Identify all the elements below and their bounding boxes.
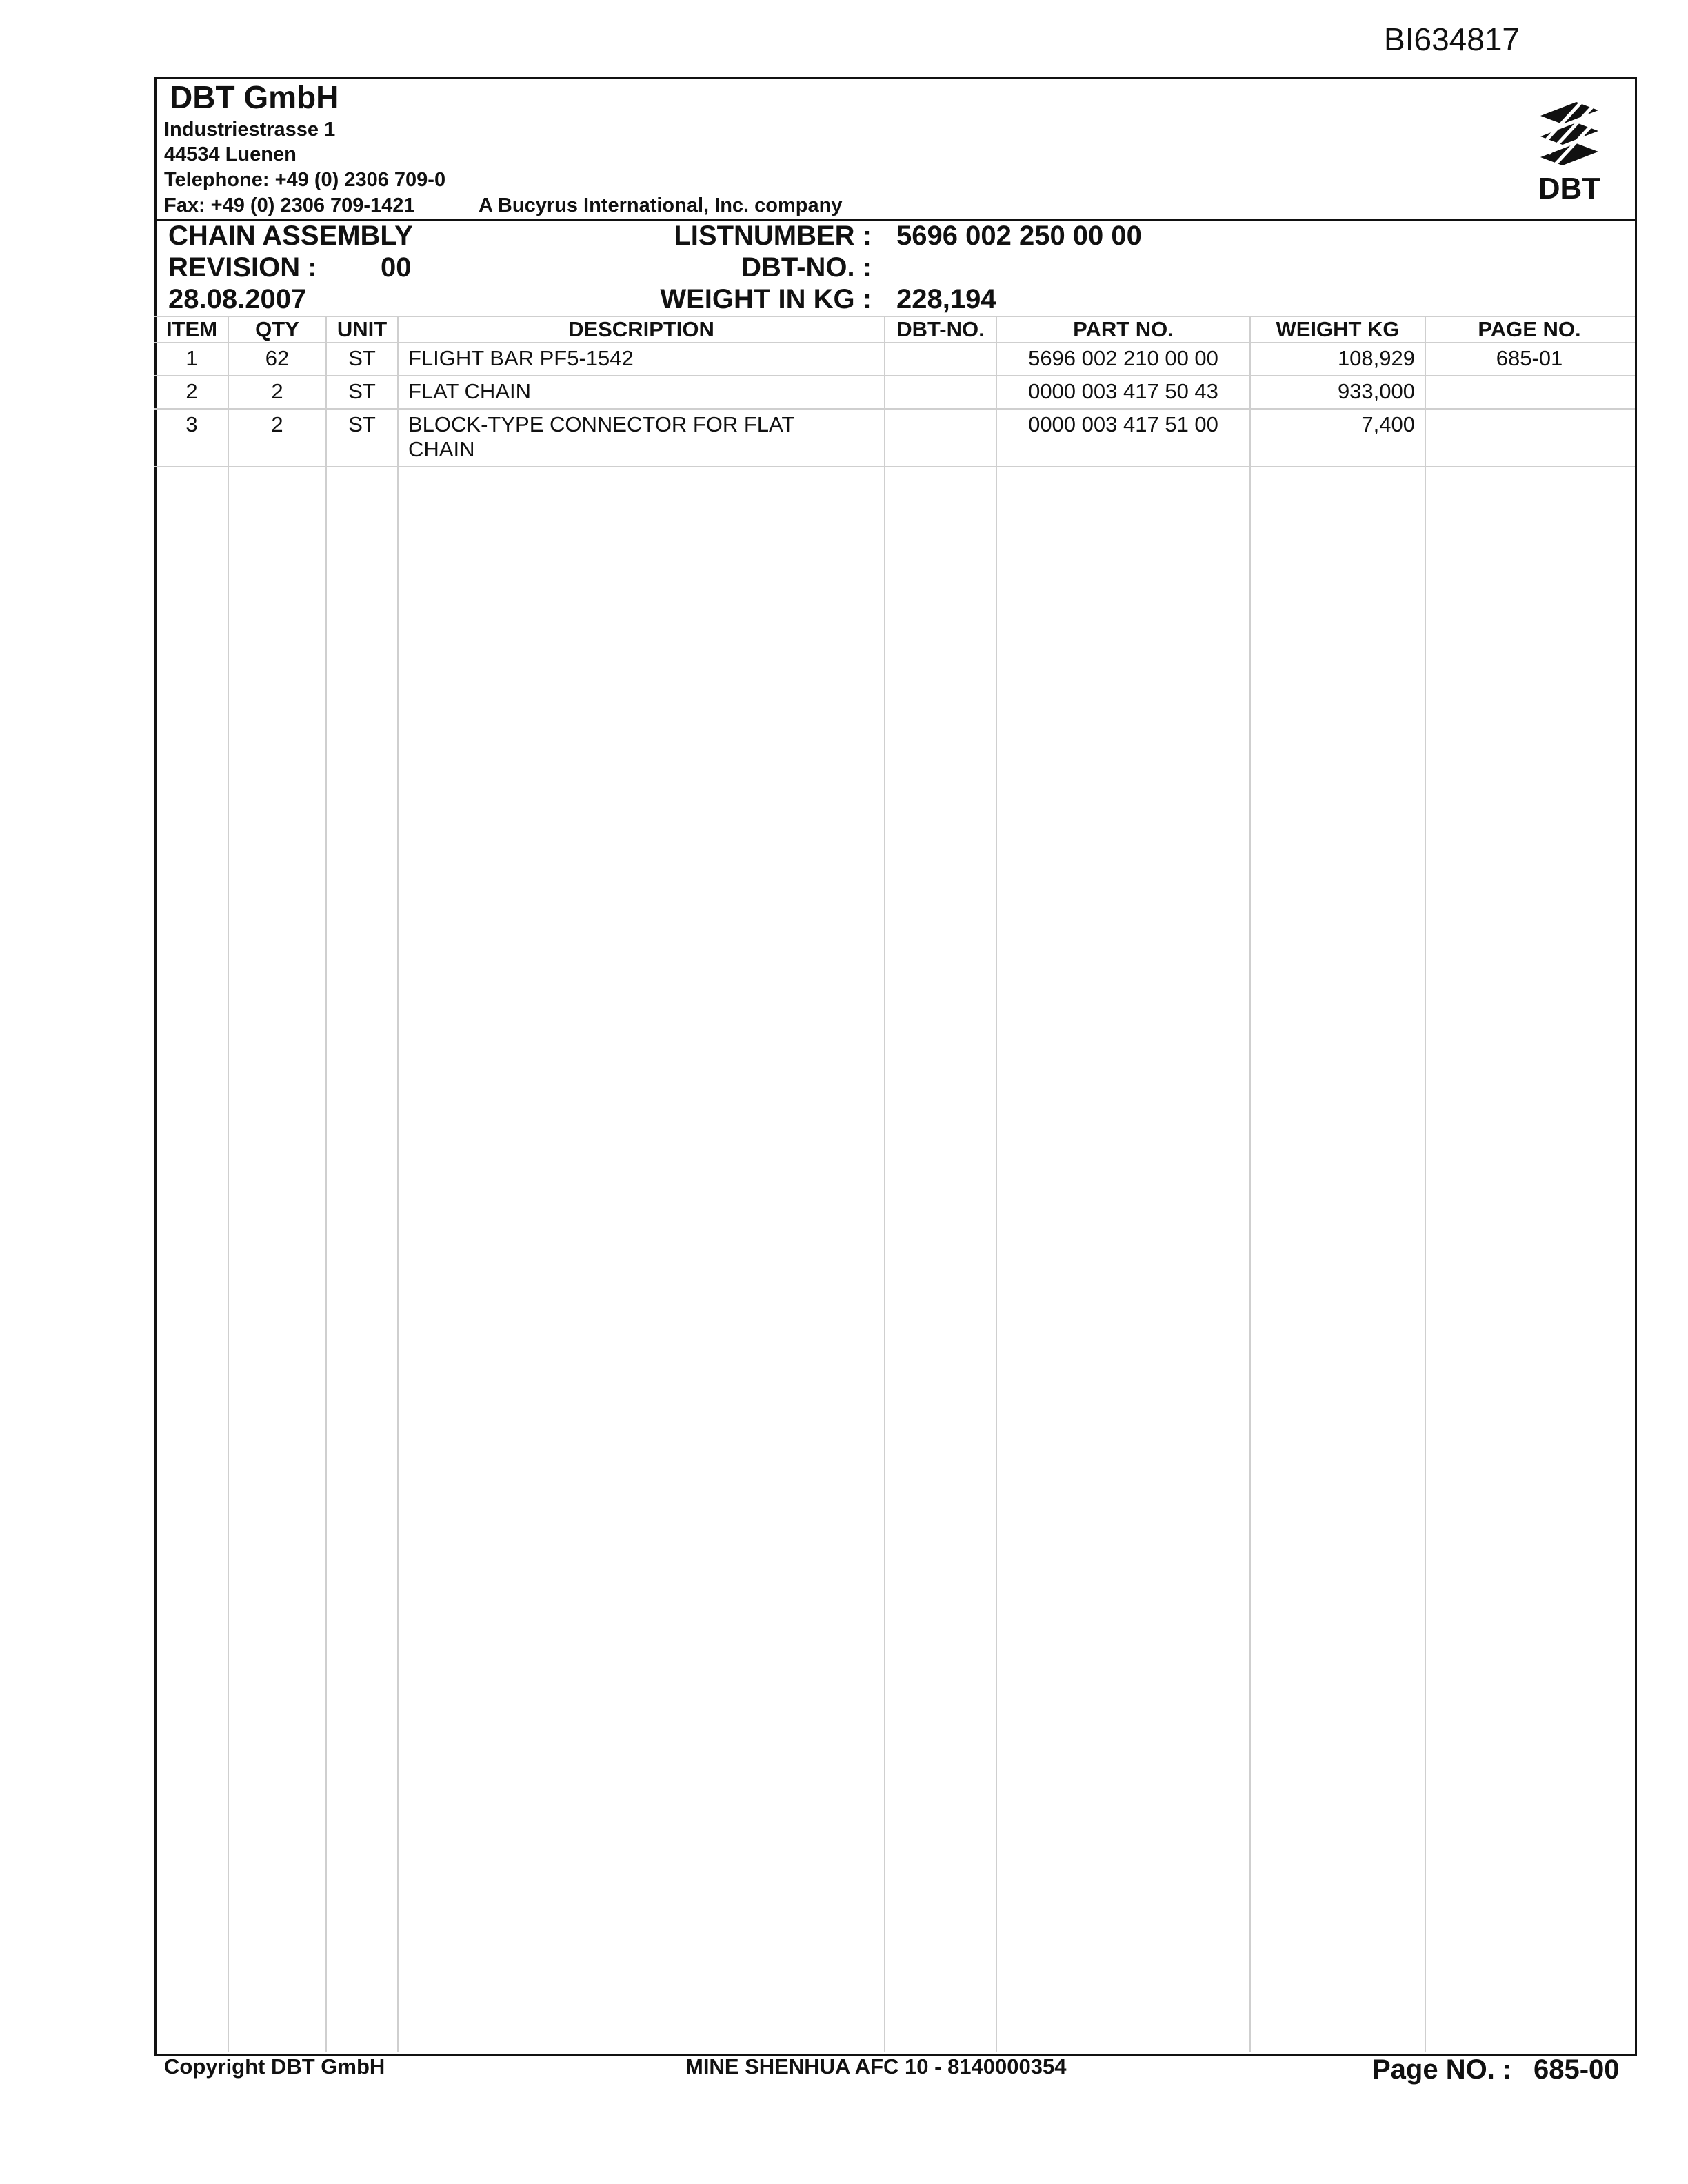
col-header-item: ITEM [165, 317, 218, 341]
logo-text: DBT [1538, 172, 1601, 205]
dbt-logo [1528, 95, 1611, 205]
table-cell-qty: 2 [271, 412, 283, 436]
document-id: BI634817 [1384, 21, 1520, 57]
col-header-qty: QTY [255, 317, 299, 341]
table-cell-unit: ST [348, 412, 376, 436]
column-divider [884, 316, 885, 2052]
table-cell-description: BLOCK-TYPE CONNECTOR FOR FLAT CHAIN [408, 412, 794, 461]
table-cell-description: FLIGHT BAR PF5-1542 [408, 346, 634, 370]
table-cell-unit: ST [348, 379, 376, 403]
table-cell-description: FLAT CHAIN [408, 379, 531, 403]
table-cell-part-no: 0000 003 417 51 00 [1028, 412, 1218, 436]
column-divider [397, 316, 399, 2052]
revision-value: 00 [381, 252, 412, 283]
company-city: 44534 Luenen [164, 143, 297, 165]
table-cell-qty: 62 [265, 346, 290, 370]
document-frame [154, 77, 1637, 2056]
table-cell-unit: ST [348, 346, 376, 370]
table-cell-weight: 7,400 [1361, 412, 1415, 436]
col-header-description: DESCRIPTION [568, 317, 714, 341]
listnumber-label: LISTNUMBER : [674, 221, 872, 251]
table-row-line [154, 375, 1635, 376]
table-cell-part-no: 5696 002 210 00 00 [1028, 346, 1218, 370]
column-divider [1249, 316, 1251, 2052]
table-header-line [154, 342, 1635, 343]
dbtno-label: DBT-NO. : [741, 252, 872, 283]
document-date: 28.08.2007 [168, 284, 307, 314]
footer-page-value: 685-00 [1534, 2054, 1620, 2085]
column-divider [1425, 316, 1426, 2052]
table-cell-weight: 108,929 [1337, 346, 1415, 370]
footer-project: MINE SHENHUA AFC 10 - 8140000354 [685, 2054, 1067, 2079]
column-divider [325, 316, 327, 2052]
col-header-page: PAGE NO. [1478, 317, 1581, 341]
table-cell-page: 685-01 [1496, 346, 1563, 370]
table-cell-weight: 933,000 [1337, 379, 1415, 403]
table-cell-item: 1 [185, 346, 198, 370]
col-header-dbt-no: DBT-NO. [896, 317, 985, 341]
company-name: DBT GmbH [170, 79, 339, 115]
company-street: Industriestrasse 1 [164, 119, 336, 141]
company-fax: Fax: +49 (0) 2306 709-1421 [164, 194, 415, 216]
table-row-line [154, 466, 1635, 467]
footer-page-label: Page NO. : [1372, 2054, 1512, 2085]
company-telephone: Telephone: +49 (0) 2306 709-0 [164, 169, 446, 191]
weight-value: 228,194 [896, 284, 996, 314]
revision-label: REVISION : [168, 252, 317, 283]
col-header-weight: WEIGHT KG [1276, 317, 1400, 341]
table-cell-item: 3 [185, 412, 198, 436]
assembly-title: CHAIN ASSEMBLY [168, 221, 413, 251]
col-header-unit: UNIT [336, 317, 388, 341]
weight-label: WEIGHT IN KG : [660, 284, 872, 314]
column-divider [228, 316, 229, 2052]
table-cell-qty: 2 [271, 379, 283, 403]
column-divider [996, 316, 997, 2052]
company-parent: A Bucyrus International, Inc. company [479, 194, 843, 216]
col-header-part-no: PART NO. [1073, 317, 1174, 341]
listnumber-value: 5696 002 250 00 00 [896, 221, 1142, 251]
footer-copyright: Copyright DBT GmbH [164, 2054, 385, 2079]
table-cell-part-no: 0000 003 417 50 43 [1028, 379, 1218, 403]
table-cell-item: 2 [185, 379, 198, 403]
table-row-line [154, 408, 1635, 410]
